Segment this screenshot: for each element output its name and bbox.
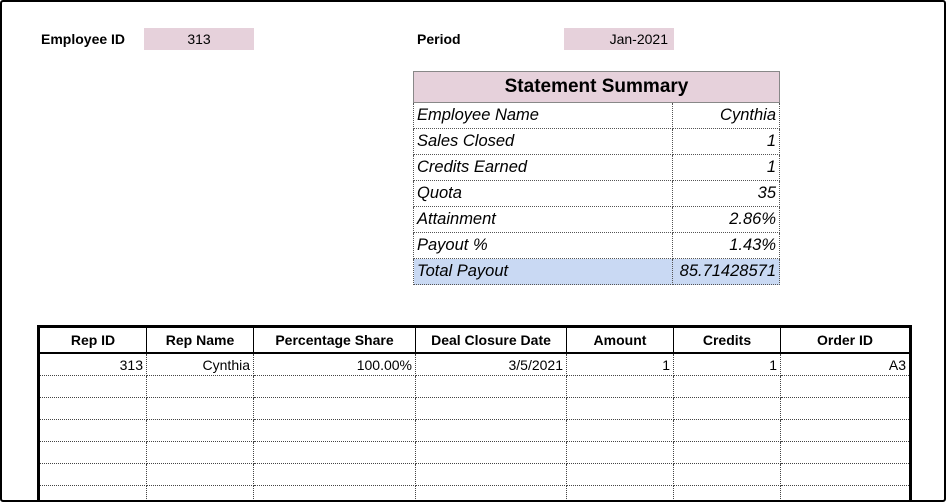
empty-cell[interactable] <box>567 486 674 502</box>
empty-cell[interactable] <box>147 442 254 464</box>
period-value-cell[interactable]: Jan-2021 <box>564 28 674 50</box>
empty-cell[interactable] <box>254 464 416 486</box>
summary-row <box>414 233 780 259</box>
col-header-deal-closure-date[interactable]: Deal Closure Date <box>416 327 567 354</box>
table-row <box>39 486 911 502</box>
empty-cell[interactable] <box>39 442 147 464</box>
summary-row <box>414 129 780 155</box>
empty-cell[interactable] <box>674 486 781 502</box>
empty-cell[interactable] <box>567 464 674 486</box>
employee-id-label: Employee ID <box>41 31 126 47</box>
empty-cell[interactable] <box>147 486 254 502</box>
deals-header-row <box>39 327 911 354</box>
empty-cell[interactable] <box>781 420 911 442</box>
summary-value[interactable]: 1.43% <box>673 233 780 259</box>
col-header-order-id[interactable]: Order ID <box>781 327 911 354</box>
empty-cell[interactable] <box>39 398 147 420</box>
empty-cell[interactable] <box>674 464 781 486</box>
empty-cell[interactable] <box>39 376 147 398</box>
empty-cell[interactable] <box>416 420 567 442</box>
empty-cell[interactable] <box>254 486 416 502</box>
table-row <box>39 420 911 442</box>
empty-cell[interactable] <box>567 398 674 420</box>
empty-cell[interactable] <box>674 376 781 398</box>
col-header-amount[interactable]: Amount <box>567 327 674 354</box>
empty-cell[interactable] <box>567 420 674 442</box>
cell-percentage-share[interactable]: 100.00% <box>254 353 416 376</box>
summary-value[interactable]: 1 <box>673 129 780 155</box>
summary-value[interactable]: 1 <box>673 155 780 181</box>
empty-cell[interactable] <box>147 376 254 398</box>
empty-cell[interactable] <box>39 464 147 486</box>
col-header-credits[interactable]: Credits <box>674 327 781 354</box>
empty-cell[interactable] <box>674 442 781 464</box>
cell-rep-name[interactable]: Cynthia <box>147 353 254 376</box>
empty-cell[interactable] <box>147 464 254 486</box>
empty-cell[interactable] <box>781 376 911 398</box>
table-row <box>39 398 911 420</box>
empty-cell[interactable] <box>781 442 911 464</box>
col-header-percentage-share[interactable]: Percentage Share <box>254 327 416 354</box>
empty-cell[interactable] <box>674 398 781 420</box>
col-header-rep-id[interactable]: Rep ID <box>39 327 147 354</box>
table-row <box>39 376 911 398</box>
summary-value[interactable]: Cynthia <box>673 103 780 129</box>
statement-summary-table <box>413 71 780 285</box>
summary-row <box>414 207 780 233</box>
empty-cell[interactable] <box>781 486 911 502</box>
cell-credits[interactable]: 1 <box>674 353 781 376</box>
empty-cell[interactable] <box>674 420 781 442</box>
cell-rep-id[interactable]: 313 <box>39 353 147 376</box>
statement-summary-title: Statement Summary <box>414 72 780 103</box>
summary-label[interactable]: Employee Name <box>414 103 673 129</box>
summary-value[interactable]: 35 <box>673 181 780 207</box>
table-row <box>39 442 911 464</box>
summary-label[interactable]: Sales Closed <box>414 129 673 155</box>
summary-row <box>414 155 780 181</box>
summary-label[interactable]: Payout % <box>414 233 673 259</box>
period-label: Period <box>417 31 461 47</box>
empty-cell[interactable] <box>147 420 254 442</box>
summary-label[interactable]: Quota <box>414 181 673 207</box>
total-payout-value[interactable]: 85.71428571 <box>673 259 780 285</box>
empty-cell[interactable] <box>781 398 911 420</box>
empty-cell[interactable] <box>416 464 567 486</box>
empty-cell[interactable] <box>781 464 911 486</box>
employee-id-value-cell[interactable]: 313 <box>144 28 254 50</box>
empty-cell[interactable] <box>567 442 674 464</box>
cell-order-id[interactable]: A3 <box>781 353 911 376</box>
empty-cell[interactable] <box>416 486 567 502</box>
empty-cell[interactable] <box>254 442 416 464</box>
table-row <box>39 464 911 486</box>
empty-cell[interactable] <box>416 376 567 398</box>
total-payout-label[interactable]: Total Payout <box>414 259 673 285</box>
deals-table <box>37 325 912 502</box>
summary-row <box>414 103 780 129</box>
summary-value[interactable]: 2.86% <box>673 207 780 233</box>
empty-cell[interactable] <box>254 376 416 398</box>
col-header-rep-name[interactable]: Rep Name <box>147 327 254 354</box>
summary-label[interactable]: Attainment <box>414 207 673 233</box>
summary-total-row <box>414 259 780 285</box>
empty-cell[interactable] <box>254 398 416 420</box>
empty-cell[interactable] <box>416 442 567 464</box>
cell-deal-closure-date[interactable]: 3/5/2021 <box>416 353 567 376</box>
empty-cell[interactable] <box>39 486 147 502</box>
empty-cell[interactable] <box>567 376 674 398</box>
cell-amount[interactable]: 1 <box>567 353 674 376</box>
empty-cell[interactable] <box>147 398 254 420</box>
empty-cell[interactable] <box>416 398 567 420</box>
table-row <box>39 353 911 376</box>
summary-label[interactable]: Credits Earned <box>414 155 673 181</box>
empty-cell[interactable] <box>254 420 416 442</box>
empty-cell[interactable] <box>39 420 147 442</box>
summary-row <box>414 181 780 207</box>
